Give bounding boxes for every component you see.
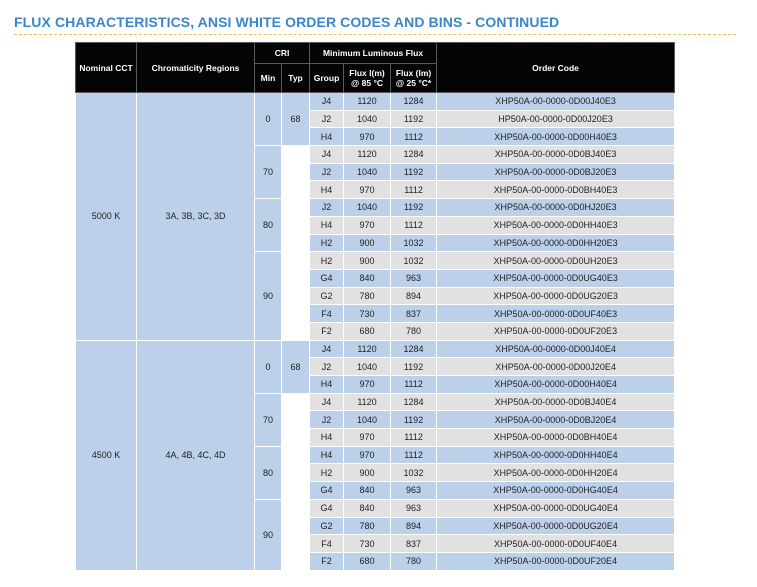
cri-typ-cell — [282, 446, 310, 499]
cri-typ-cell — [282, 252, 310, 340]
flux-85-cell: 900 — [344, 252, 391, 270]
group-cell: F2 — [310, 322, 344, 340]
group-cell: H4 — [310, 429, 344, 447]
flux-85-cell: 840 — [344, 269, 391, 287]
flux-85-cell: 1040 — [344, 163, 391, 181]
group-cell: J2 — [310, 411, 344, 429]
flux-85-cell: 840 — [344, 499, 391, 517]
table-row — [76, 93, 675, 111]
group-cell: H4 — [310, 216, 344, 234]
flux-25-cell: 1192 — [391, 411, 437, 429]
cri-min-cell: 80 — [255, 199, 282, 252]
group-cell: G2 — [310, 517, 344, 535]
order-code-cell: XHP50A-00-0000-0D00J40E3 — [437, 93, 675, 111]
group-cell: H2 — [310, 252, 344, 270]
order-code-cell: XHP50A-00-0000-0D0UG40E3 — [437, 269, 675, 287]
order-code-cell: XHP50A-00-0000-0D0HH40E4 — [437, 446, 675, 464]
order-code-cell: XHP50A-00-0000-0D00H40E4 — [437, 376, 675, 394]
group-cell: J4 — [310, 340, 344, 358]
cri-min-cell: 70 — [255, 393, 282, 446]
group-cell: J4 — [310, 393, 344, 411]
flux-25-cell: 1112 — [391, 429, 437, 447]
flux-25-cell: 780 — [391, 322, 437, 340]
table-row — [76, 340, 675, 358]
group-cell: H4 — [310, 446, 344, 464]
cri-typ-cell — [282, 393, 310, 446]
flux-85-cell: 970 — [344, 216, 391, 234]
order-code-cell: XHP50A-00-0000-0D0BJ20E4 — [437, 411, 675, 429]
flux-25-cell: 837 — [391, 305, 437, 323]
flux-85-cell: 970 — [344, 128, 391, 146]
header-cri: CRI — [255, 43, 310, 64]
flux-85-cell: 970 — [344, 429, 391, 447]
order-code-cell: XHP50A-00-0000-0D0UH20E3 — [437, 252, 675, 270]
title-divider — [14, 34, 736, 35]
cri-min-cell: 70 — [255, 146, 282, 199]
flux-25-cell: 837 — [391, 535, 437, 553]
flux-25-cell: 1112 — [391, 216, 437, 234]
flux-85-cell: 680 — [344, 552, 391, 570]
header-nominal-cct: Nominal CCT — [76, 43, 137, 93]
header-cri-min: Min — [255, 64, 282, 93]
order-code-cell: XHP50A-00-0000-0D0UG20E4 — [437, 517, 675, 535]
flux-85-cell: 840 — [344, 482, 391, 500]
order-code-cell: XHP50A-00-0000-0D0HG40E4 — [437, 482, 675, 500]
header-cri-typ: Typ — [282, 64, 310, 93]
order-code-cell: XHP50A-00-0000-0D0UF40E4 — [437, 535, 675, 553]
order-code-cell: XHP50A-00-0000-0D0BH40E3 — [437, 181, 675, 199]
chromaticity-regions-cell: 3A, 3B, 3C, 3D — [137, 93, 255, 341]
flux-table — [75, 42, 675, 571]
order-code-cell: XHP50A-00-0000-0D0UF20E3 — [437, 322, 675, 340]
flux-25-cell: 894 — [391, 287, 437, 305]
flux-85-cell: 1040 — [344, 411, 391, 429]
header-order-code: Order Code — [437, 43, 675, 93]
cri-typ-cell — [282, 199, 310, 252]
flux-85-cell: 1120 — [344, 393, 391, 411]
flux-table-body — [76, 93, 675, 571]
order-code-cell: XHP50A-00-0000-0D0HH40E3 — [437, 216, 675, 234]
flux-25-cell: 780 — [391, 552, 437, 570]
cri-min-cell: 90 — [255, 499, 282, 570]
cri-min-cell: 80 — [255, 446, 282, 499]
cri-typ-cell — [282, 499, 310, 570]
flux-25-cell: 1112 — [391, 376, 437, 394]
flux-85-cell: 900 — [344, 464, 391, 482]
header-min-luminous-flux: Minimum Luminous Flux — [310, 43, 437, 64]
group-cell: J2 — [310, 110, 344, 128]
order-code-cell: XHP50A-00-0000-0D0HH20E3 — [437, 234, 675, 252]
header-flux-85: Flux l(m) @ 85 °C — [344, 64, 391, 93]
flux-25-cell: 1112 — [391, 128, 437, 146]
order-code-cell: HP50A-00-0000-0D00J20E3 — [437, 110, 675, 128]
order-code-cell: XHP50A-00-0000-0D0HJ20E3 — [437, 199, 675, 217]
order-code-cell: XHP50A-00-0000-0D0UG40E4 — [437, 499, 675, 517]
flux-25-cell: 1192 — [391, 358, 437, 376]
flux-85-cell: 780 — [344, 517, 391, 535]
order-code-cell: XHP50A-00-0000-0D0BJ40E3 — [437, 146, 675, 164]
order-code-cell: XHP50A-00-0000-0D00J20E4 — [437, 358, 675, 376]
flux-85-cell: 970 — [344, 376, 391, 394]
group-cell: H2 — [310, 464, 344, 482]
group-cell: F4 — [310, 305, 344, 323]
group-cell: J2 — [310, 358, 344, 376]
group-cell: G4 — [310, 499, 344, 517]
cri-typ-cell — [282, 146, 310, 199]
flux-25-cell: 1112 — [391, 181, 437, 199]
flux-25-cell: 963 — [391, 269, 437, 287]
group-cell: J4 — [310, 93, 344, 111]
group-cell: G4 — [310, 269, 344, 287]
cri-min-cell: 0 — [255, 93, 282, 146]
flux-85-cell: 780 — [344, 287, 391, 305]
order-code-cell: XHP50A-00-0000-0D0BJ40E4 — [437, 393, 675, 411]
flux-25-cell: 1284 — [391, 393, 437, 411]
flux-85-cell: 1120 — [344, 93, 391, 111]
flux-25-cell: 894 — [391, 517, 437, 535]
flux-85-cell: 970 — [344, 446, 391, 464]
cri-min-cell: 90 — [255, 252, 282, 340]
group-cell: H4 — [310, 128, 344, 146]
flux-25-cell: 1112 — [391, 446, 437, 464]
flux-25-cell: 963 — [391, 499, 437, 517]
flux-25-cell: 1192 — [391, 110, 437, 128]
flux-85-cell: 680 — [344, 322, 391, 340]
nominal-cct-cell: 5000 K — [76, 93, 137, 341]
header-group: Group — [310, 64, 344, 93]
chromaticity-regions-cell: 4A, 4B, 4C, 4D — [137, 340, 255, 570]
order-code-cell: XHP50A-00-0000-0D0UF20E4 — [437, 552, 675, 570]
group-cell: F4 — [310, 535, 344, 553]
cri-min-cell: 0 — [255, 340, 282, 393]
order-code-cell: XHP50A-00-0000-0D00H40E3 — [437, 128, 675, 146]
group-cell: J4 — [310, 146, 344, 164]
flux-25-cell: 1032 — [391, 464, 437, 482]
flux-25-cell: 1192 — [391, 199, 437, 217]
flux-25-cell: 1032 — [391, 234, 437, 252]
header-flux-25: Flux (lm) @ 25 °C* — [391, 64, 437, 93]
flux-85-cell: 1040 — [344, 358, 391, 376]
flux-25-cell: 1192 — [391, 163, 437, 181]
flux-85-cell: 1040 — [344, 110, 391, 128]
flux-25-cell: 1284 — [391, 146, 437, 164]
order-code-cell: XHP50A-00-0000-0D0HH20E4 — [437, 464, 675, 482]
cri-typ-cell: 68 — [282, 93, 310, 146]
flux-85-cell: 1120 — [344, 340, 391, 358]
flux-85-cell: 1120 — [344, 146, 391, 164]
group-cell: G4 — [310, 482, 344, 500]
flux-85-cell: 900 — [344, 234, 391, 252]
flux-85-cell: 1040 — [344, 199, 391, 217]
group-cell: H4 — [310, 181, 344, 199]
flux-85-cell: 730 — [344, 305, 391, 323]
group-cell: J2 — [310, 199, 344, 217]
order-code-cell: XHP50A-00-0000-0D00J40E4 — [437, 340, 675, 358]
order-code-cell: XHP50A-00-0000-0D0BJ20E3 — [437, 163, 675, 181]
flux-85-cell: 970 — [344, 181, 391, 199]
header-chromaticity-regions: Chromaticity Regions — [137, 43, 255, 93]
group-cell: H4 — [310, 376, 344, 394]
flux-85-cell: 730 — [344, 535, 391, 553]
order-code-cell: XHP50A-00-0000-0D0UG20E3 — [437, 287, 675, 305]
cri-typ-cell: 68 — [282, 340, 310, 393]
group-cell: G2 — [310, 287, 344, 305]
flux-25-cell: 1032 — [391, 252, 437, 270]
flux-25-cell: 1284 — [391, 340, 437, 358]
flux-25-cell: 963 — [391, 482, 437, 500]
group-cell: J2 — [310, 163, 344, 181]
order-code-cell: XHP50A-00-0000-0D0BH40E4 — [437, 429, 675, 447]
nominal-cct-cell: 4500 K — [76, 340, 137, 570]
flux-25-cell: 1284 — [391, 93, 437, 111]
group-cell: H2 — [310, 234, 344, 252]
page-title: FLUX CHARACTERISTICS, ANSI WHITE ORDER CODES AND BINS - CONTINUED — [14, 14, 560, 30]
order-code-cell: XHP50A-00-0000-0D0UF40E3 — [437, 305, 675, 323]
group-cell: F2 — [310, 552, 344, 570]
